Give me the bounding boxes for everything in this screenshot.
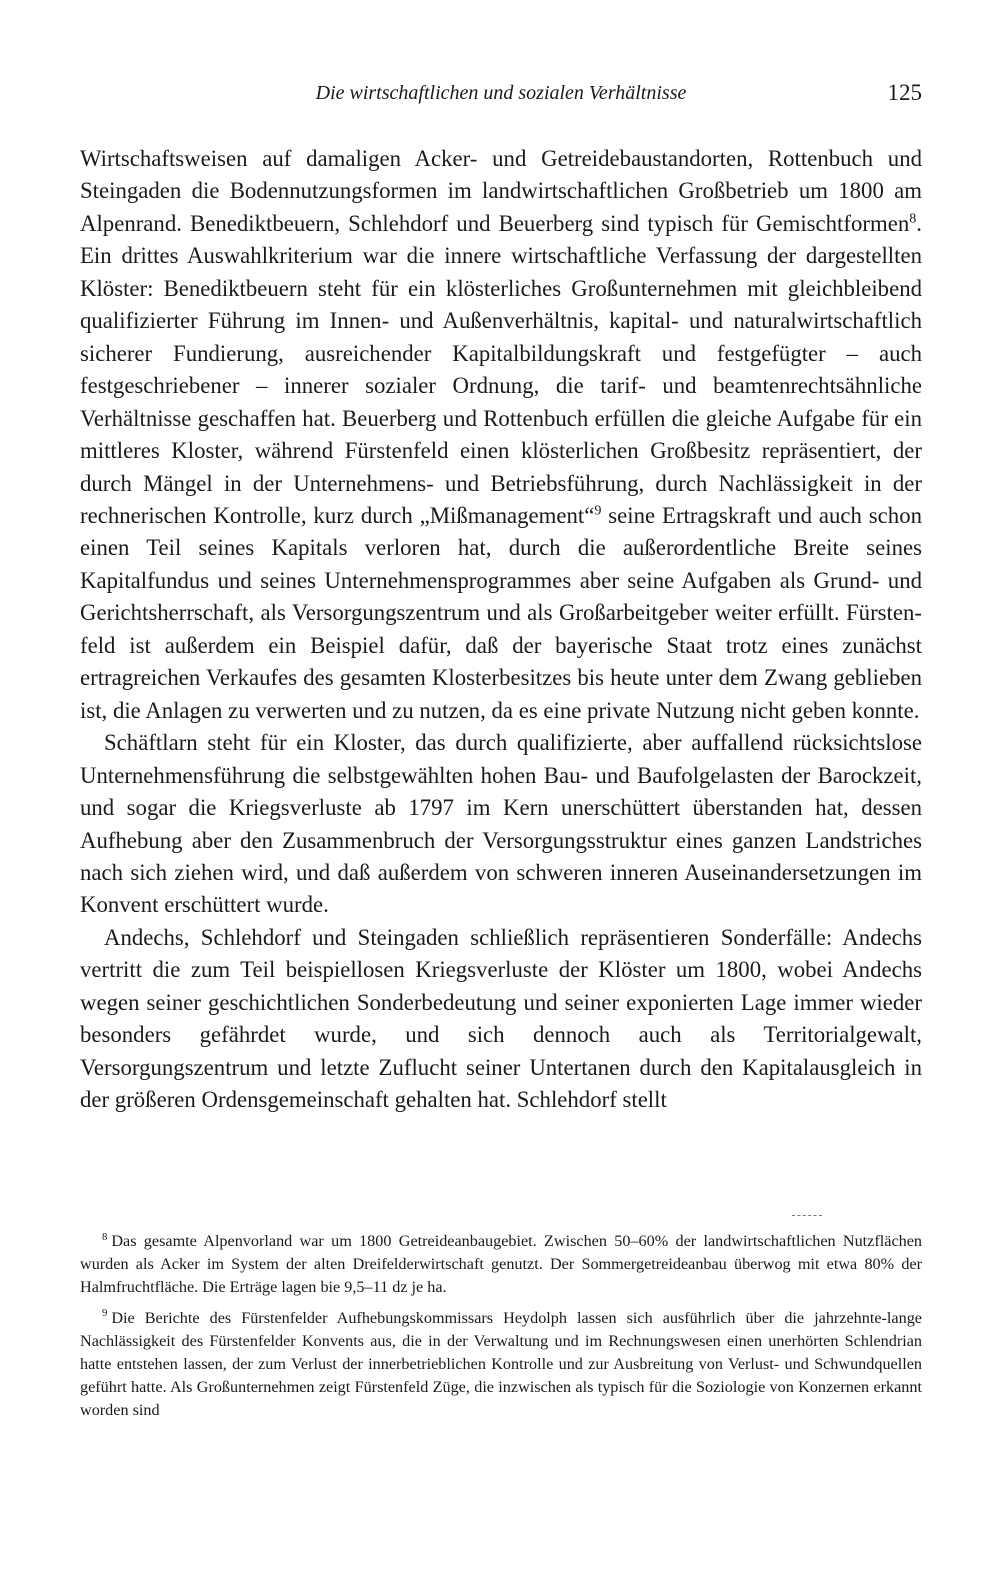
running-title: Die wirtschaftlichen und sozialen Verhältnisse — [315, 82, 687, 104]
paragraph-1-part-b: . Ein drittes Auswahlkriterium war die innere wirtschaftliche Verfassung der dargestellten Klöster: Benediktbeuern steht für ein klösterliches Großunternehmen mit gleichbleibend qualifizierter Führung im Innen- und Außenverhältnis, kapital- und naturalwirtschaftlich sicherer Fundierung, ausreichender Kapitalbildungskraft und festgefügter – auch festgeschriebener – innerer sozialer Ordnung, die tarif- und beamtenrechtsähnliche Verhältnisse geschaffen hat. Beuerberg und Rottenbuch erfüllen die gleiche Aufgabe für ein mittleres Kloster, während Fürstenfeld einen klösterlichen Großbesitz repräsentiert, der durch Mängel in der Unternehmens- und Betriebsführung, durch Nachlässigkeit in der rechnerischen Kontrolle, kurz durch „Mißmanagement“ — [80, 210, 922, 528]
paragraph-2: Schäftlarn steht für ein Kloster, das durch qualifizierte, aber auffallend rücksichtslose Unternehmensführung die selbstgewählten hohen Bau- und Baufolgelasten der Barockzeit, und sogar die Kriegsverluste ab 1797 im Kern unerschüttert überstanden hat, dessen Aufhebung aber den Zusammenbruch der Versorgungsstruktur eines ganzen Landstriches nach sich ziehen wird, und daß außerdem von schweren inneren Auseinandersetzungen im Konvent erschüttert wurde. — [80, 730, 922, 918]
footnote-ref-9[interactable]: 9 — [594, 502, 602, 519]
footnote-mark: 9 — [102, 1307, 108, 1320]
footnotes — [80, 1230, 922, 1430]
footnote-8 — [80, 1230, 922, 1300]
footnote-ref-8[interactable]: 8 — [909, 210, 917, 227]
paragraph-1 — [80, 143, 922, 727]
footnote-separator — [792, 1215, 822, 1216]
page-header — [80, 80, 922, 110]
footnote-9 — [80, 1307, 922, 1423]
body-text — [80, 143, 922, 1117]
footnote-text: Das gesamte Alpenvorland war um 1800 Getreideanbaugebiet. Zwischen 50–60% der landwirtschaftlichen Nutzflächen wurden als Acker im System der alten Dreifelderwirtschaft genutzt. Der Sommergetreideanbau überwog mit etwa 80% der Halmfruchtfläche. Die Erträge lagen bie 9,5–11 dz je ha. — [80, 1232, 922, 1297]
paragraph-1-part-a: Wirtschaftsweisen auf damaligen Acker- und Getreidebaustandorten, Rottenbuch und Steingaden die Bodennutzungsformen im landwirtschaftlichen Großbetrieb um 1800 am Alpenrand. Benediktbeuern, Schlehdorf und Beuerberg sind typisch für Gemischtformen — [80, 146, 922, 236]
footnote-text: Die Berichte des Fürstenfelder Aufhebungskommissars Heydolph lassen sich ausführlich über die jahrzehnte-lange Nachlässigkeit des Fürstenfelder Konvents aus, die in der Verwaltung und im Rechnungswesen einen unerhörten Schlendrian hatte entstehen lassen, der zum Verlust der innerbetrieblichen Kontrolle und zur Ausbreitung von Verlust- und Schwundquellen geführt hatte. Als Großunternehmen zeigt Fürstenfeld Züge, die inzwischen als typisch für die Soziologie von Konzernen erkannt worden sind — [80, 1308, 922, 1420]
paragraph-1-part-c: seine Ertragskraft und auch schon einen Teil seines Kapitals verloren hat, durch die außerordentliche Breite seines Kapitalfundus und seines Unternehmensprogrammes aber seine Aufgaben als Grund- und Gerichtsherrschaft, als Versorgungszentrum und als Großarbeitgeber weiter erfüllt. Fürstenfeld ist außerdem ein Beispiel dafür, daß der bayerische Staat trotz eines zunächst ertragreichen Verkaufes des gesamten Klosterbesitzes bis heute unter dem Zwang geblieben ist, die Anlagen zu verwerten und zu nutzen, da es eine private Nutzung nicht geben konnte. — [80, 502, 922, 723]
paragraph-3: Andechs, Schlehdorf und Steingaden schließlich repräsentieren Sonderfälle: Andechs vertritt die zum Teil beispiellosen Kriegsverluste der Klöster um 1800, wobei Andechs wegen seiner geschichtlichen Sonderbedeutung und seiner exponierten Lage immer wieder besonders gefährdet wurde, und sich dennoch auch als Territorialgewalt, Versorgungszentrum und letzte Zuflucht seiner Untertanen durch den Kapitalausgleich in der größeren Ordensgemeinschaft gehalten hat. Schlehdorf stellt — [80, 924, 922, 1113]
footnote-mark: 8 — [102, 1230, 108, 1243]
page-number: 125 — [887, 80, 922, 105]
